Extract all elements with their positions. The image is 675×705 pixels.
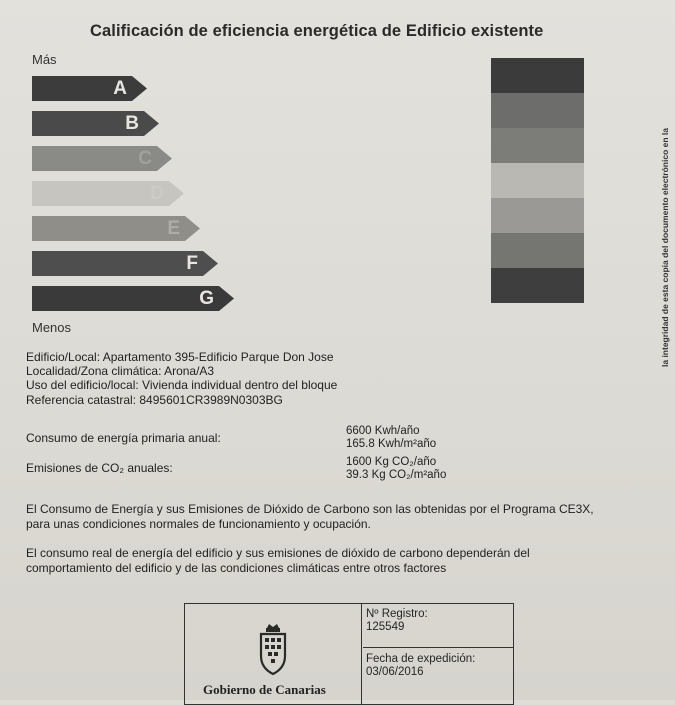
coat-of-arms-icon	[255, 622, 291, 680]
rating-swatch	[491, 163, 584, 198]
paragraph-program-note	[26, 502, 666, 532]
building-location: Localidad/Zona climática: Arona/A3	[26, 364, 215, 379]
rating-swatch	[491, 198, 584, 233]
energy-consumption-per-m2: 165.8 Kwh/m²año	[346, 438, 437, 450]
building-info	[26, 350, 337, 407]
paragraph-line: El Consumo de Energía y sus Emisiones de Dióxido de Carbono son las obtenidas por el Programa CE3X,	[26, 502, 594, 516]
side-note: la integridad de esta copia del documento electrónico en la	[660, 127, 670, 367]
rating-letter: A	[113, 78, 127, 99]
rating-letter: F	[186, 253, 198, 274]
issue-date-label: Fecha de expedición:	[366, 653, 476, 665]
rating-letter: B	[125, 113, 139, 134]
rating-bar-a	[32, 76, 147, 101]
energy-consumption-total: 6600 Kwh/año	[346, 425, 420, 437]
co2-emissions-label: Emisiones de CO₂ anuales:	[26, 461, 173, 475]
energy-consumption-values	[346, 425, 436, 451]
building-name: Edificio/Local: Apartamento 395-Edificio Parque Don Jose	[26, 350, 334, 364]
rating-bar-b	[32, 111, 159, 136]
rating-bar-shape	[32, 76, 147, 101]
rating-letter: G	[199, 288, 214, 309]
rating-bar-shape	[32, 111, 159, 136]
rating-bar-d	[32, 181, 184, 206]
rating-swatch	[491, 128, 584, 163]
rating-swatch	[491, 233, 584, 268]
cadastral-reference: Referencia catastral: 8495601CR3989N0303BG	[26, 392, 283, 407]
registration-number-value: 125549	[366, 621, 405, 633]
rating-swatch	[491, 58, 584, 93]
paragraph-line: comportamiento del edificio y de las condiciones climáticas entre otros factores	[26, 561, 447, 575]
rating-bar-f	[32, 251, 218, 276]
rating-bar-e	[32, 216, 200, 241]
scale-top-label: Más	[32, 52, 57, 67]
issue-date-value: 03/06/2016	[366, 666, 424, 678]
paragraph-line: para unas condiciones normales de funcionamiento y ocupación.	[26, 517, 371, 531]
page-title: Calificación de eficiencia energética de Edificio existente	[90, 22, 544, 40]
co2-emissions-per-m2: 39.3 Kg CO₂/m²año	[346, 469, 447, 481]
issuer-name: Gobierno de Canarias	[203, 682, 326, 697]
rating-bar-c	[32, 146, 172, 171]
rating-bar-g	[32, 286, 234, 311]
building-use: Uso del edificio/local: Vivienda individual dentro del bloque	[26, 378, 338, 393]
issue-date-cell	[363, 649, 513, 683]
issuer-cell	[185, 604, 362, 704]
co2-emissions-values	[346, 456, 446, 482]
rating-swatch-column	[491, 58, 584, 303]
paragraph-line: El consumo real de energía del edificio y sus emisiones de dióxido de carbono dependerán del	[26, 546, 530, 560]
registration-number-label: Nº Registro:	[366, 608, 428, 620]
rating-letter: D	[150, 183, 164, 204]
co2-emissions-total: 1600 Kg CO₂/año	[346, 456, 437, 468]
rating-letter: C	[138, 148, 152, 169]
rating-letter: E	[167, 218, 180, 239]
registration-number-cell	[363, 604, 513, 648]
energy-consumption-label: Consumo de energía primaria anual:	[26, 431, 221, 445]
rating-swatch	[491, 93, 584, 128]
registration-box	[184, 603, 514, 705]
rating-swatch	[491, 268, 584, 303]
paragraph-real-consumption	[26, 546, 666, 576]
scale-bottom-label: Menos	[32, 320, 72, 335]
